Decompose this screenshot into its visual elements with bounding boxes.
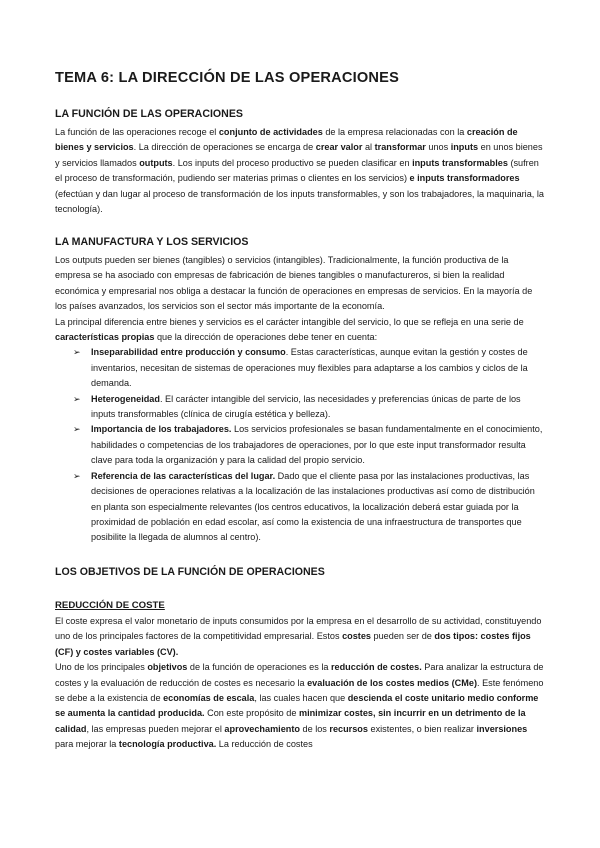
- section-manufactura-servicios: [55, 236, 545, 546]
- list-item: ➢ Referencia de las características del lugar. Dado que el cliente pasa por las instalaciones productivas, las decisiones de operaciones relativas a la localización de las instalaciones productivas así como de distribución en planta son especialmente relevantes (los centros educativos, la localización deberá estar guiada por la proximidad de población en edad escolar, así como la existencia de una infraestructura de transportes que posibilite la llegada de alumnos al centro).: [73, 470, 535, 543]
- characteristics-list: [55, 345, 545, 545]
- paragraph: Uno de los principales objetivos de la función de operaciones es la reducción de costes. Para analizar la estructura de costes y la evaluación de reducción de costes es necesario la evaluación de los costes medios (CMe). Este fenómeno se debe a la existencia de economías de escala, las cuales hacen que descienda el coste unitario medio conforme se aumenta la cantidad producida. Con este propósito de minimizar costes, sin incurrir en un detrimento de la calidad, las empresas pueden mejorar el aprovechamiento de los recursos existentes, o bien realizar inversiones para mejorar la tecnología productiva. La reducción de costes: [55, 662, 544, 750]
- section-funcion-operaciones: [55, 108, 545, 217]
- section-heading: LOS OBJETIVOS DE LA FUNCIÓN DE OPERACIONES: [55, 566, 325, 578]
- paragraph: La función de las operaciones recoge el conjunto de actividades de la empresa relacionadas con la creación de bienes y servicios. La dirección de operaciones se encarga de crear valor al transformar unos inputs en unos bienes y servicios llamados outputs. Los inputs del proceso productivo se pueden clasificar en inputs transformables (sufren el proceso de transformación, pudiendo ser materias primas o clientes en los servicios) e inputs transformadores (efectúan y dan lugar al proceso de transformación de los inputs transformables, y son los trabajadores, la maquinaria, la tecnología).: [55, 127, 544, 215]
- list-item: ➢ Inseparabilidad entre producción y consumo. Estas características, aunque evitan la gestión y costes de inventarios, necesitan de sistemas de operaciones muy flexibles para adaptarse a los cambios y ciclos de la demanda.: [73, 347, 528, 389]
- arrow-bullet-icon: ➢: [73, 393, 81, 404]
- list-item: ➢ Heterogeneidad. El carácter intangible del servicio, las necesidades y preferencias únicas de parte de los inputs transformables (clínica de cirugía estética y belleza).: [73, 393, 521, 420]
- arrow-bullet-icon: ➢: [73, 424, 81, 435]
- paragraph: La principal diferencia entre bienes y servicios es el carácter intangible del servicio, lo que se refleja en una serie de características propias que la dirección de operaciones debe tener en cuenta:: [55, 316, 524, 343]
- section-objetivos: [55, 566, 545, 753]
- section-heading: LA MANUFACTURA Y LOS SERVICIOS: [55, 236, 249, 248]
- subsection-heading: REDUCCIÓN DE COSTE: [55, 600, 165, 611]
- section-heading: LA FUNCIÓN DE LAS OPERACIONES: [55, 108, 243, 120]
- arrow-bullet-icon: ➢: [73, 347, 81, 358]
- paragraph: El coste expresa el valor monetario de inputs consumidos por la empresa en el desarrollo de su actividad, constituyendo uno de los principales factores de la competitividad empresarial. Estos costes pueden ser de dos tipos: costes fijos (CF) y costes variables (CV).: [55, 616, 542, 657]
- list-item: ➢ Importancia de los trabajadores. Los servicios profesionales se basan fundamentalmente en el conocimiento, habilidades o competencias de los trabajadores de operaciones, por lo que este input transformador resulta clave para toda la organización y para la calidad del propio servicio.: [73, 424, 543, 466]
- paragraph: Los outputs pueden ser bienes (tangibles) o servicios (intangibles). Tradicionalmente, la función productiva de la empresa se ha asociado con empresas de fabricación de bienes tangibles o manufactureros, si bien la realidad económica y empresarial nos obliga a destacar la función de operaciones en empresas de servicios. En la mayoría de los países avanzados, los servicios son el sector más importante de la economía.: [55, 255, 533, 312]
- arrow-bullet-icon: ➢: [73, 470, 81, 481]
- page-title: TEMA 6: LA DIRECCIÓN DE LAS OPERACIONES: [55, 70, 400, 86]
